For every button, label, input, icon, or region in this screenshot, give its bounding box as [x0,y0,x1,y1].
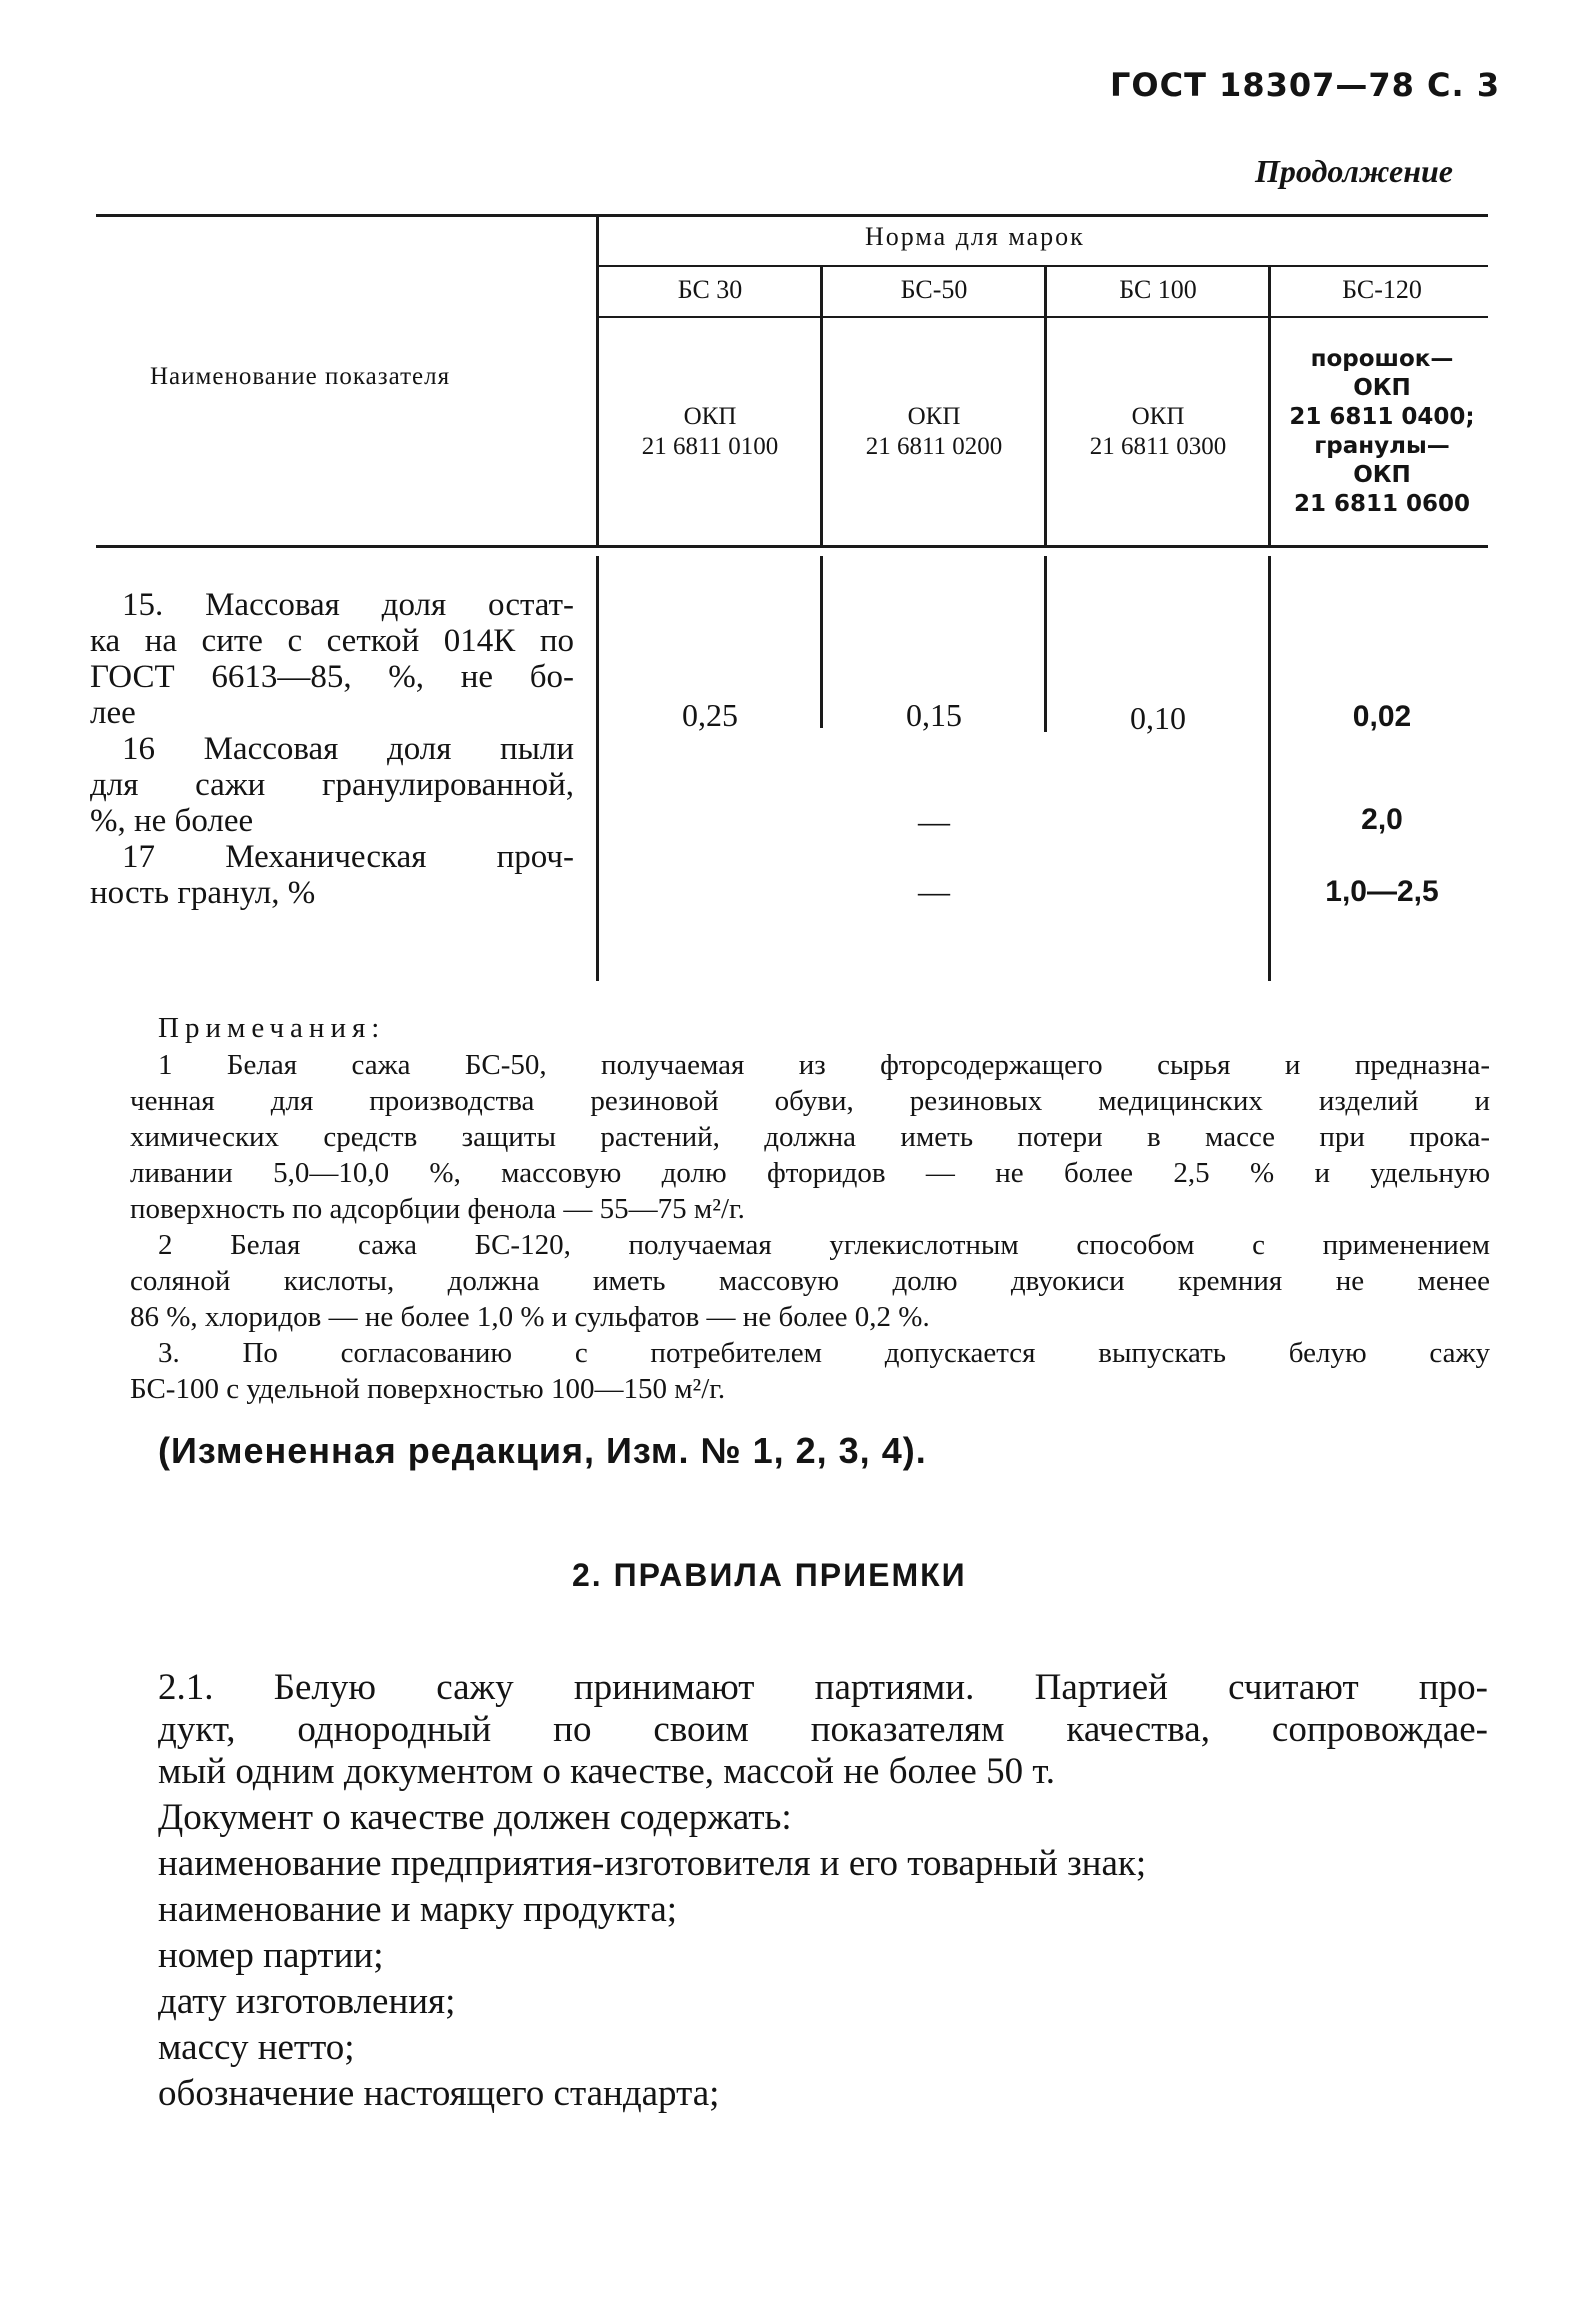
body-line: дату изготовления; [158,1981,456,2022]
row-15-line-4: лее [90,695,136,731]
okp-label: ОКП [907,403,961,430]
note-line: ливании 5,0—10,0 %, массовую долю фторидов — не более 2,5 % и удельную [130,1157,1490,1189]
row-16-value-bs120: 2,0 [1361,803,1403,836]
body-line: дукт, однородный по своим показателям качества, сопровождае- [158,1709,1488,1750]
norma-header: Норма для марок [865,222,1085,251]
body-line: 2.1. Белую сажу принимают партиями. Партией считают про- [158,1667,1488,1708]
body-line: массу нетто; [158,2027,355,2068]
row-15-value-bs30: 0,25 [682,697,738,733]
row-17-value-bs120: 1,0—2,5 [1325,875,1439,908]
note-line: 86 %, хлоридов — не более 1,0 % и сульфатов — не более 0,2 %. [130,1301,930,1333]
row-15-line-1: 15. Массовая доля остат- [122,587,574,623]
okp-label: ОКП [683,403,737,430]
note-line: 2 Белая сажа БС-120, получаемая углекислотным способом с применением [158,1229,1490,1261]
note-line: БС-100 с удельной поверхностью 100—150 м²/г. [130,1373,726,1405]
okp-granules: гранулы— [1314,433,1450,459]
note-line: поверхность по адсорбции фенола — 55—75 м²/г. [130,1193,745,1225]
indicator-column-header: Наименование показателя [150,363,451,390]
mark-bs100: БС 100 [1119,275,1197,304]
row-17-merged-value: — [918,873,950,909]
okp-bs120 [1270,345,1494,519]
row-17-line-1: 17 Механическая проч- [122,839,574,875]
section-title: 2. ПРАВИЛА ПРИЕМКИ [572,1557,967,1593]
okp-label: ОКП [1353,462,1411,488]
row-16-merged-value: — [918,803,950,839]
row-15-value-bs100: 0,10 [1130,700,1186,736]
body-vrule-4 [1268,556,1271,981]
notes-title: Примечания: [158,1012,386,1044]
okp-bs30 [598,402,822,462]
note-line: 1 Белая сажа БС-50, получаемая из фторсодержащего сырья и предназна- [158,1049,1490,1081]
row-16-line-1: 16 Массовая доля пыли [122,731,574,767]
body-vrule-1 [596,556,599,981]
row-17-line-2: ность гранул, % [90,875,316,911]
note-line: ченная для производства резиновой обуви, резиновых медицинских изделий и [130,1085,1490,1117]
row-15-value-bs120: 0,02 [1352,700,1412,733]
okp-code: 21 6811 0600 [1293,491,1471,517]
okp-bs50 [822,402,1046,462]
marks-rule [598,316,1488,318]
body-line: обозначение настоящего стандарта; [158,2073,720,2114]
okp-bs100 [1046,402,1270,462]
page-header: ГОСТ 18307—78 С. 3 [1110,66,1501,104]
body-line: номер партии; [158,1935,384,1976]
okp-label: ОКП [1131,403,1185,430]
body-line: наименование и марку продукта; [158,1889,678,1930]
mark-bs50: БС-50 [900,275,968,304]
note-line: соляной кислоты, должна иметь массовую долю двуокиси кремния не менее [130,1265,1490,1297]
amendment-note: (Измененная редакция, Изм. № 1, 2, 3, 4). [158,1430,927,1471]
okp-code: 21 6811 0100 [641,433,779,460]
okp-code: 21 6811 0300 [1089,433,1227,460]
note-line: 3. По согласованию с потребителем допускается выпускать белую сажу [158,1337,1490,1369]
header-bottom-rule [96,545,1488,548]
header-vrule-1 [596,216,599,546]
table-top-rule [96,214,1488,217]
row-15-value-bs50: 0,15 [906,697,962,733]
okp-powder: порошок— [1310,346,1454,372]
row-16-line-2: для сажи гранулированной, [90,767,574,803]
row-15-line-2: ка на сите с сеткой 014К по [90,623,574,659]
okp-code: 21 6811 0400; [1289,404,1475,430]
body-line: наименование предприятия-изготовителя и его товарный знак; [158,1843,1147,1884]
note-line: химических средств защиты растений, должна иметь потери в массе при прока- [130,1121,1490,1153]
row-15-line-3: ГОСТ 6613—85, %, не бо- [90,659,574,695]
okp-label: ОКП [1353,375,1411,401]
row-16-line-3: %, не более [90,803,254,839]
norma-rule [598,265,1488,267]
continuation-label: Продолжение [1255,153,1453,189]
mark-bs30: БС 30 [677,275,743,304]
mark-bs120: БС-120 [1342,275,1422,304]
okp-code: 21 6811 0200 [865,433,1003,460]
body-line: Документ о качестве должен содержать: [158,1797,792,1838]
body-line: мый одним документом о качестве, массой не более 50 т. [158,1751,1055,1792]
